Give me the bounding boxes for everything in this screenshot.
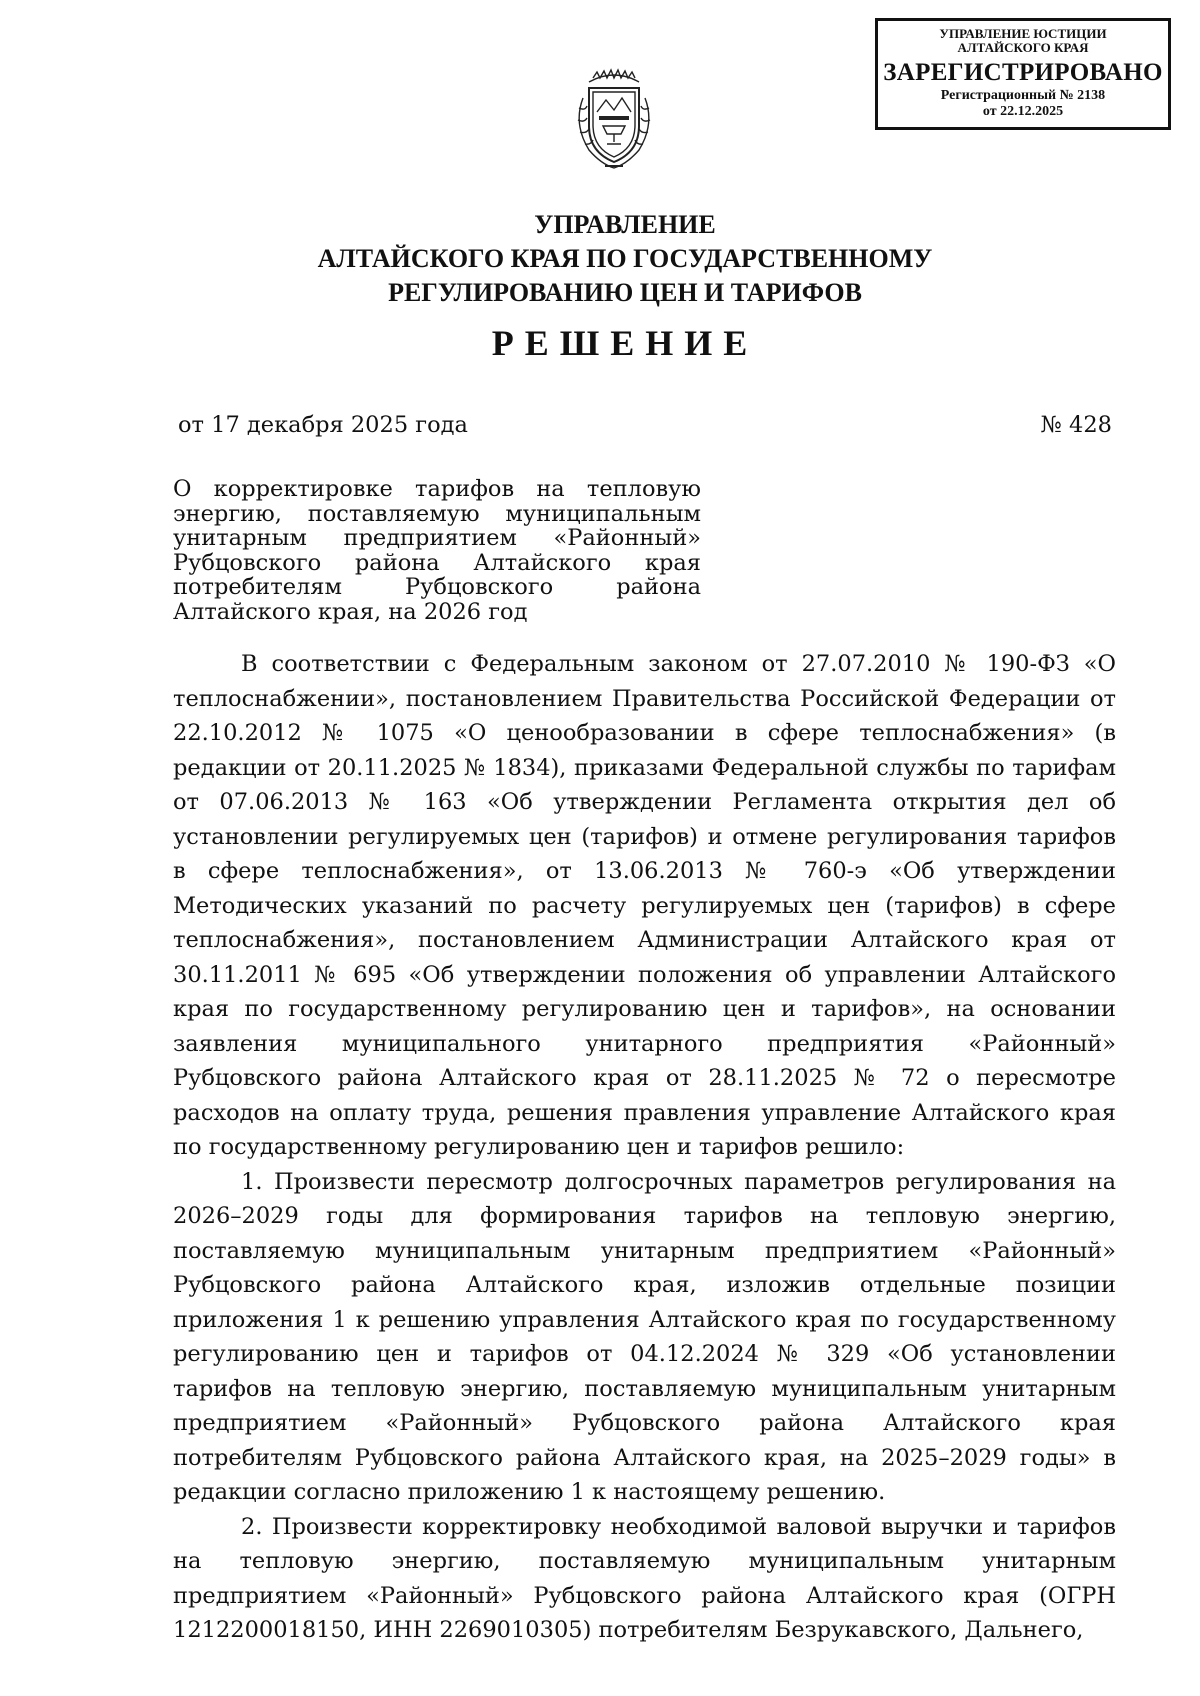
preamble-paragraph: В соответствии с Федеральным законом от 27.07.2010 № 190-ФЗ «О теплоснабжении», постановлением Правительства Российской Федерации от 22.10.2012 № 1075 «О ценообразовании в сфере теплоснабжения» (в редакции от 20.11.2025 № 1834), приказами Федеральной службы по тарифам от 07.06.2013 № 163 «Об утверждении Регламента открытия дел об установлении регулируемых цен (тарифов) и отмене регулирования тарифов в сфере теплоснабжения», от 13.06.2013 № 760-э «Об утверждении Методических указаний по расчету регулируемых цен (тарифов) в сфере теплоснабжения», постановлением Администрации Алтайского края от 30.11.2011 № 695 «Об утверждении положения об управлении Алтайского края по государственному регулированию цен и тарифов», на основании заявления муниципального унитарного предприятия «Районный» Рубцовского района Алтайского края от 28.11.2025 № 72 о пересмотре расходов на оплату труда, решения правления управление Алтайского края по государственному регулированию цен и тарифов решило: bbox=[173, 651, 1116, 1160]
stamp-org-line-2: АЛТАЙСКОГО КРАЯ bbox=[957, 40, 1089, 55]
org-title-line-1: УПРАВЛЕНИЕ bbox=[534, 210, 716, 239]
document-number: № 428 bbox=[1040, 412, 1112, 438]
organization-title bbox=[100, 208, 1150, 310]
stamp-organization bbox=[878, 27, 1168, 55]
item-1-paragraph: 1. Произвести пересмотр долгосрочных параметров регулирования на 2026–2029 годы для формирования тарифов на тепловую энергию, поставляемую муниципальным унитарным предприятием «Районный» Рубцовского района Алтайского края, изложив отдельные позиции приложения 1 к решению управления Алтайского края по государственному регулированию цен и тарифов от 04.12.2024 № 329 «Об установлении тарифов на тепловую энергию, поставляемую муниципальным унитарным предприятием «Районный» Рубцовского района Алтайского края потребителям Рубцовского района Алтайского края, на 2025–2029 годы» в редакции согласно приложению 1 к настоящему решению. bbox=[173, 1168, 1116, 1505]
document-date: от 17 декабря 2025 года bbox=[178, 412, 468, 438]
document-body bbox=[173, 647, 1116, 1648]
org-title-line-3: РЕГУЛИРОВАНИЮ ЦЕН И ТАРИФОВ bbox=[388, 278, 862, 307]
document-subject: О корректировке тарифов на тепловую энергию, поставляемую муниципальным унитарным предприятием «Районный» Рубцовского района Алтайского края потребителям Рубцовского района Алтайского края, на 2026 год bbox=[173, 476, 701, 625]
document-type-heading: РЕШЕНИЕ bbox=[491, 323, 759, 363]
registration-stamp bbox=[875, 18, 1171, 130]
stamp-title: ЗАРЕГИСТРИРОВАНО bbox=[883, 59, 1163, 86]
stamp-reg-number: Регистрационный № 2138 bbox=[940, 88, 1106, 103]
org-title-line-2: АЛТАЙСКОГО КРАЯ ПО ГОСУДАРСТВЕННОМУ bbox=[317, 244, 933, 273]
stamp-reg-date: от 22.12.2025 bbox=[982, 104, 1064, 119]
stamp-org-line-1: УПРАВЛЕНИЕ ЮСТИЦИИ bbox=[939, 26, 1107, 41]
item-2-paragraph: 2. Произвести корректировку необходимой валовой выручки и тарифов на тепловую энергию, поставляемую муниципальным унитарным предприятием «Районный» Рубцовского района Алтайского края (ОГРН 1212200018150, ИНН 2269010305) потребителям Безрукавского, Дальнего, bbox=[173, 1513, 1116, 1643]
coat-of-arms-icon bbox=[569, 64, 659, 174]
